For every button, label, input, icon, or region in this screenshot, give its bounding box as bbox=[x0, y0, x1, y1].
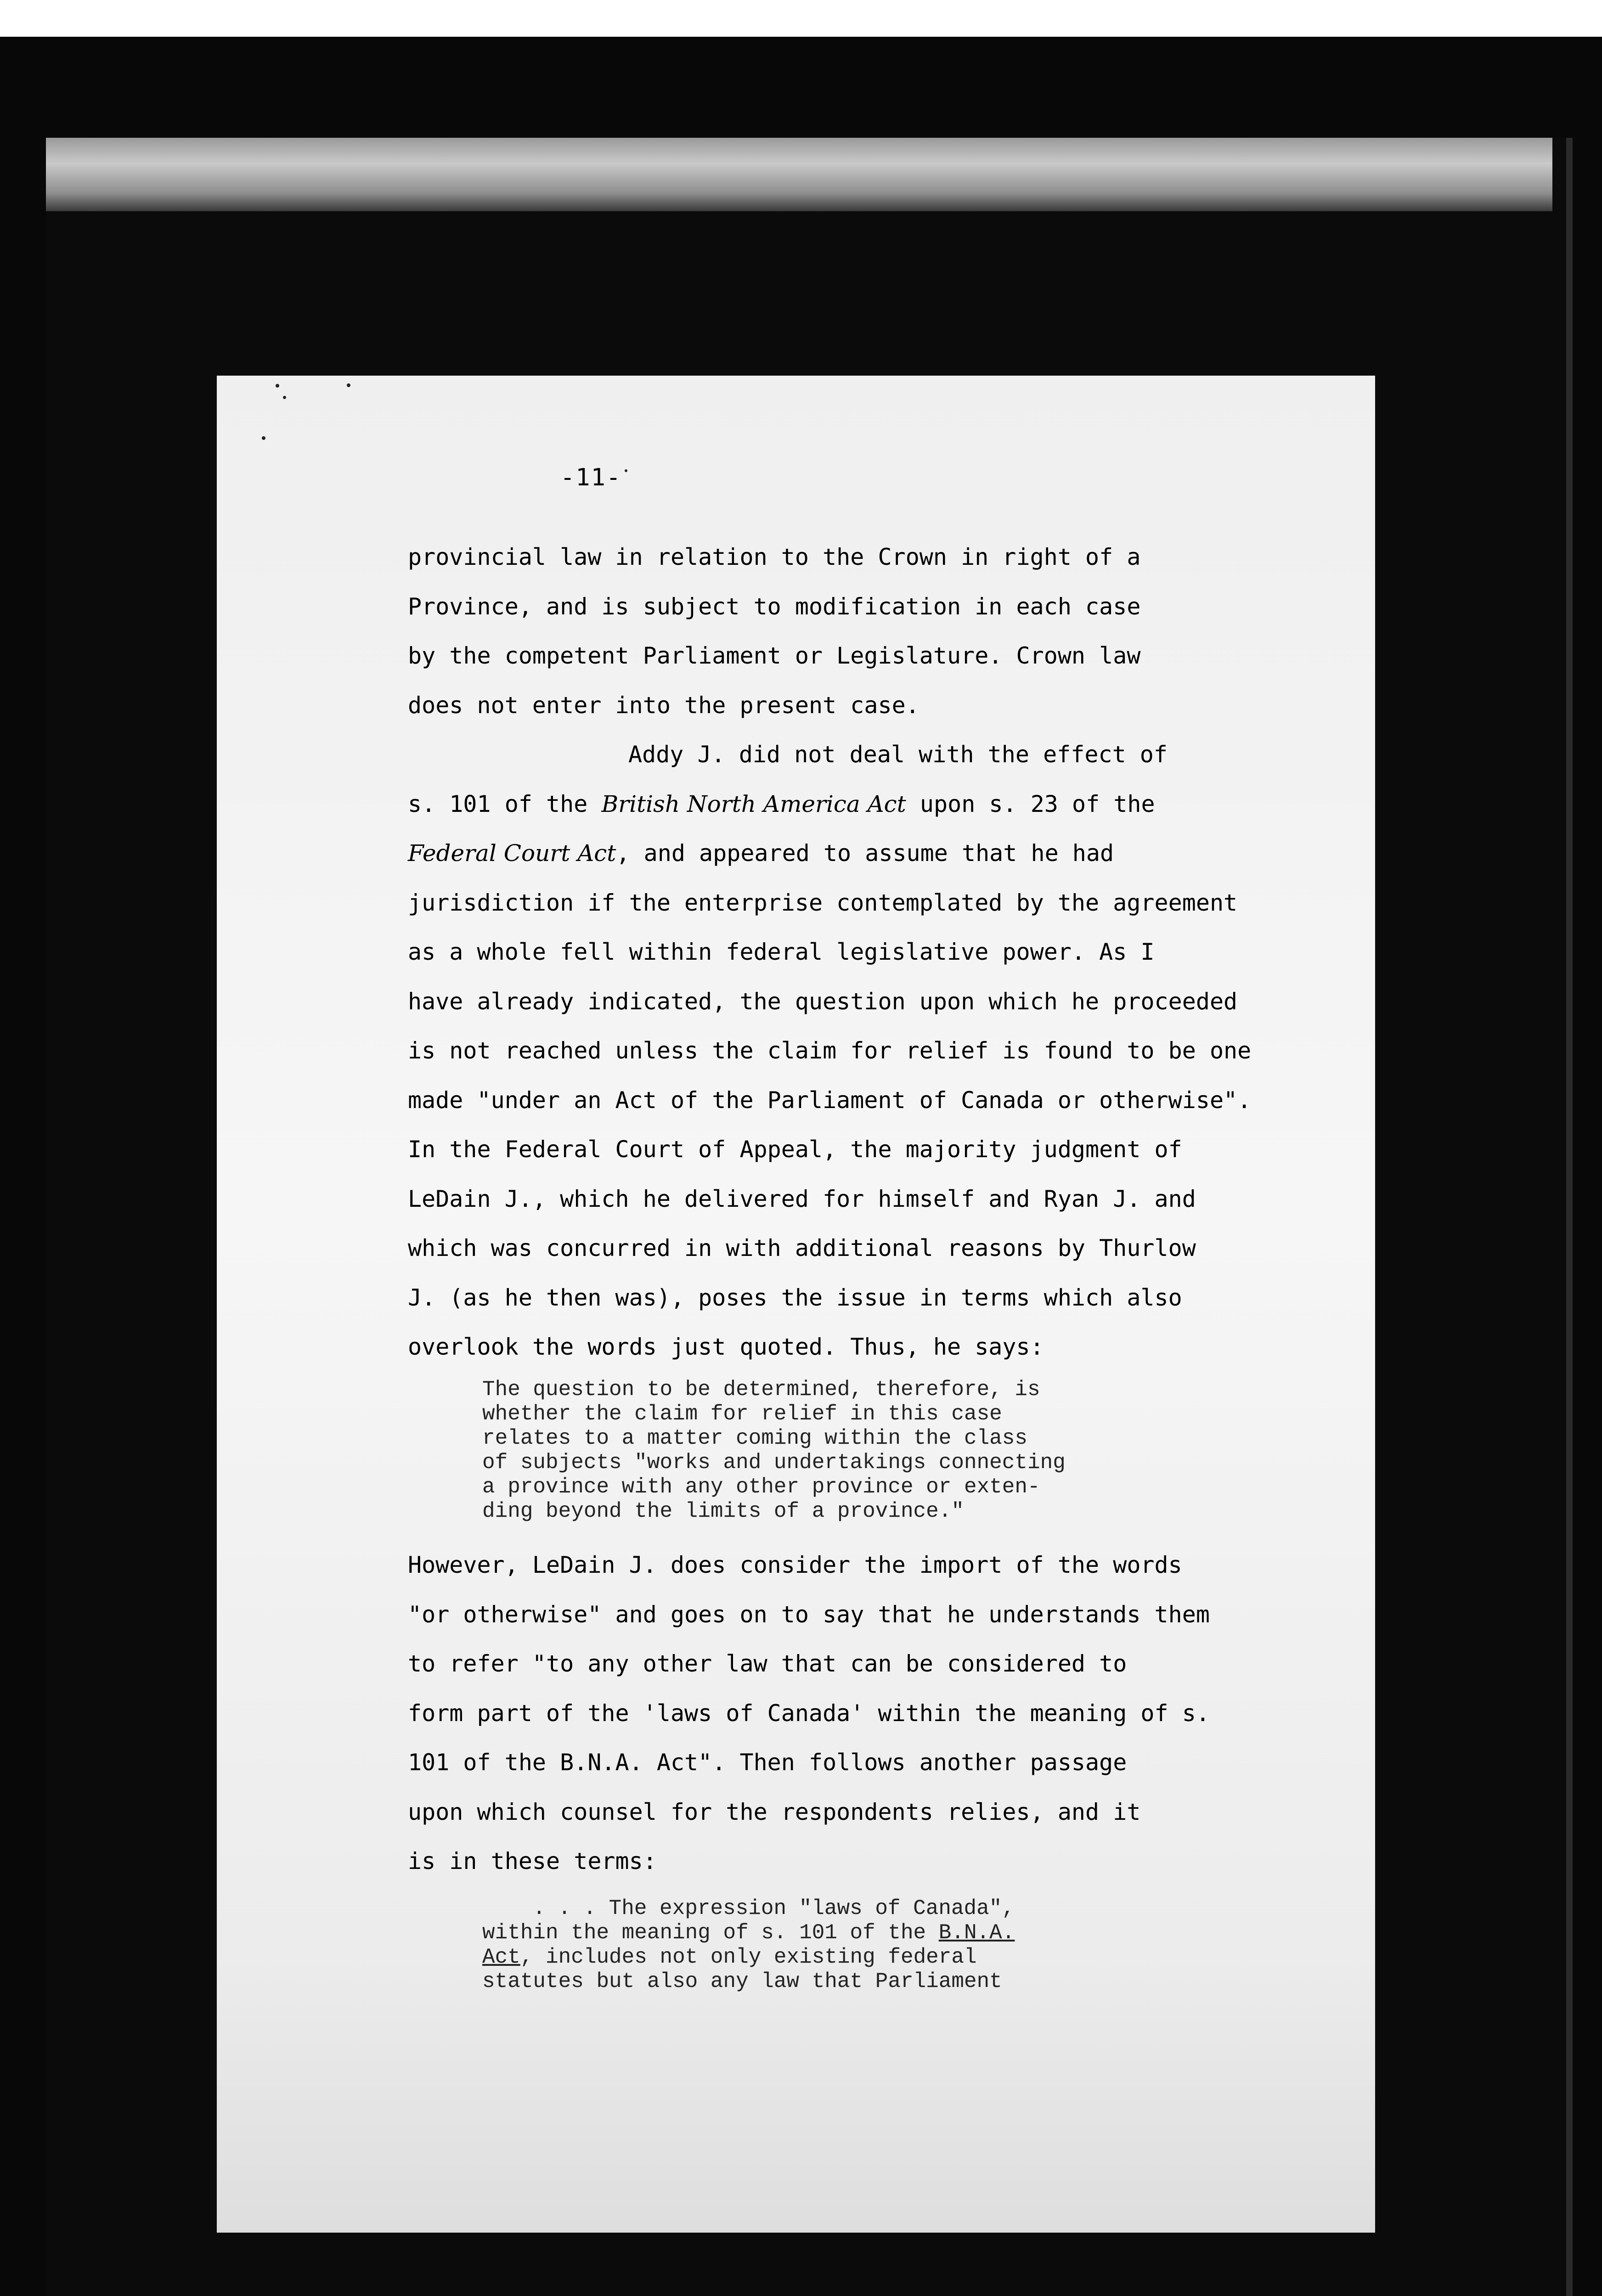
text-line: which was concurred in with additional reasons by Thurlow bbox=[408, 1235, 1196, 1261]
text-line: In the Federal Court of Appeal, the majority judgment of bbox=[408, 1136, 1182, 1163]
text-line: "or otherwise" and goes on to say that he understands them bbox=[408, 1601, 1210, 1628]
text-fragment: upon s. 23 of the bbox=[906, 790, 1155, 817]
page-number: -11- bbox=[560, 464, 622, 491]
quote-line: The question to be determined, therefore, is bbox=[482, 1378, 1040, 1401]
block-quote-2 bbox=[482, 1896, 1171, 1994]
film-top-strip bbox=[46, 138, 1552, 211]
quote-line: relates to a matter coming within the class bbox=[482, 1426, 1027, 1450]
act-title-italic: Federal Court Act bbox=[408, 840, 616, 867]
quote-line: . . . The expression "laws of Canada", bbox=[533, 1896, 1015, 1920]
text-line: have already indicated, the question upon which he proceeded bbox=[408, 988, 1238, 1015]
speck bbox=[625, 469, 627, 472]
quote-line: ding beyond the limits of a province." bbox=[482, 1499, 964, 1523]
quote-line bbox=[482, 1921, 1171, 1945]
act-title-italic: British North America Act bbox=[601, 790, 906, 817]
quote-line: statutes but also any law that Parliament bbox=[482, 1970, 1002, 1993]
quote-line bbox=[482, 1945, 1171, 1970]
text-fragment: within the meaning of s. 101 of the bbox=[482, 1921, 939, 1945]
text-line: J. (as he then was), poses the issue in terms which also bbox=[408, 1284, 1182, 1311]
text-line: Addy J. did not deal with the effect of bbox=[628, 741, 1168, 768]
text-line: jurisdiction if the enterprise contemplated by the agreement bbox=[408, 889, 1238, 916]
quote-line: whether the claim for relief in this case bbox=[482, 1402, 1002, 1426]
speck bbox=[276, 384, 279, 388]
text-line: However, LeDain J. does consider the import of the words bbox=[408, 1552, 1182, 1578]
speck bbox=[262, 436, 265, 440]
text-fragment: s. 101 of the bbox=[408, 790, 602, 817]
text-line bbox=[408, 829, 1336, 878]
underlined-text: B.N.A. bbox=[938, 1921, 1015, 1945]
speck bbox=[283, 396, 286, 399]
block-quote bbox=[482, 1378, 1171, 1524]
text-line: form part of the 'laws of Canada' within the meaning of s. bbox=[408, 1699, 1210, 1727]
text-line: is in these terms: bbox=[408, 1848, 657, 1874]
text-fragment: , includes not only existing federal bbox=[520, 1945, 977, 1969]
text-line: does not enter into the present case. bbox=[408, 692, 919, 719]
quote-line: a province with any other province or exten- bbox=[482, 1475, 1040, 1499]
text-line: as a whole fell within federal legislative power. As I bbox=[408, 939, 1155, 965]
speck bbox=[347, 383, 350, 387]
text-line: provincial law in relation to the Crown in right of a bbox=[408, 544, 1141, 570]
text-fragment: , and appeared to assume that he had bbox=[616, 840, 1114, 867]
underlined-text: Act bbox=[482, 1945, 520, 1969]
text-line: is not reached unless the claim for relief is found to be one bbox=[408, 1037, 1252, 1064]
text-line: upon which counsel for the respondents relies, and it bbox=[408, 1798, 1141, 1825]
text-line bbox=[408, 780, 1336, 829]
text-line: made "under an Act of the Parliament of Canada or otherwise". bbox=[408, 1086, 1252, 1114]
text-line: Province, and is subject to modification in each case bbox=[408, 593, 1141, 620]
text-line: to refer "to any other law that can be considered to bbox=[408, 1650, 1127, 1677]
text-line: 101 of the B.N.A. Act". Then follows another passage bbox=[408, 1749, 1127, 1776]
quote-line: of subjects "works and undertakings connecting bbox=[482, 1451, 1066, 1474]
main-text-block bbox=[408, 533, 1336, 1372]
main-text-block-2 bbox=[408, 1541, 1210, 1886]
text-line: overlook the words just quoted. Thus, he says: bbox=[408, 1334, 1044, 1360]
text-line: by the competent Parliament or Legislature. Crown law bbox=[408, 642, 1141, 669]
text-line: LeDain J., which he delivered for himself and Ryan J. and bbox=[408, 1185, 1196, 1212]
